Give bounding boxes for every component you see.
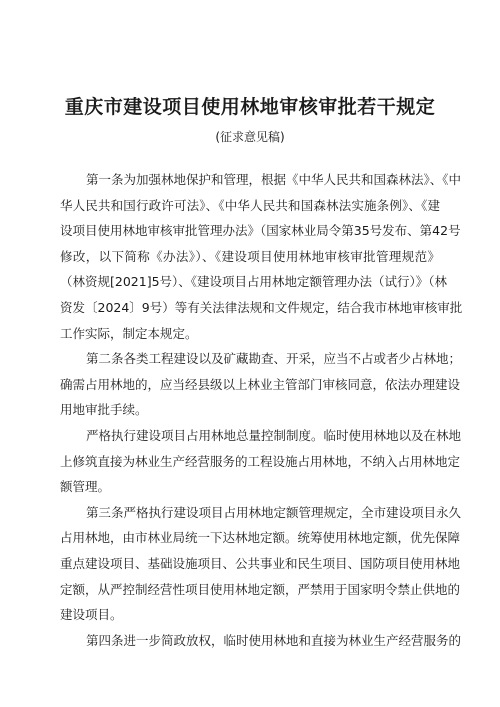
text-line: 占用林地，由市林业局统一下达林地定额。统筹使用林地定额，优先保障 [60,530,461,546]
text-line: 第三条严格执行建设项目占用林地定额管理规定，全市建设项目永久 [86,504,462,520]
text-line: 上修筑直接为林业生产经营服务的工程设施占用林地，不纳入占用林地定 [60,453,461,469]
text-line: 设项目使用林地审核审批管理办法》（国家林业局令第35号发布、第42号 [60,223,461,239]
text-line: 定额，从严控制经营性项目使用林地定额，严禁用于国家明令禁止供地的 [60,581,461,597]
text-line: 第一条为加强林地保护和管理，根据《中华人民共和国森林法》、《中 [86,172,462,187]
text-line: 华人民共和国行政许可法》、《中华人民共和国森林法实施条例》、《建 [60,197,440,213]
text-line: 建设项目。 [60,607,123,623]
document-title: 重庆市建设项目使用林地审核审批若干规定 [64,96,436,118]
text-line: 资发〔2024〕9号）等有关法律法规和文件规定，结合我市林地审核审批 [60,299,463,315]
text-line: 工作实际，制定本规定。 [60,325,198,341]
text-line: （林资规[2021]5号）、《建设项目占用林地定额管理办法（试行）》（林 [60,274,448,290]
document-subtitle: (征求意见稿) [215,130,285,144]
text-line: 第二条各类工程建设以及矿藏勘查、开采，应当不占或者少占林地； [86,351,462,367]
text-line: 修改，以下简称《办法》）、《建设项目使用林地审核审批管理规范》 [60,248,440,264]
text-line: 确需占用林地的，应当经县级以上林业主管部门审核同意，依法办理建设 [60,376,461,392]
text-line: 重点建设项目、基础设施项目、公共事业和民生项目、国防项目使用林地 [60,555,461,571]
document-body [60,167,463,653]
text-line: 用地审批手续。 [60,402,148,418]
text-line: 第四条进一步简政放权，临时使用林地和直接为林业生产经营服务的 [86,632,462,648]
text-line: 严格执行建设项目占用林地总量控制制度。临时使用林地以及在林地 [86,427,462,443]
text-line: 额管理。 [60,479,111,495]
